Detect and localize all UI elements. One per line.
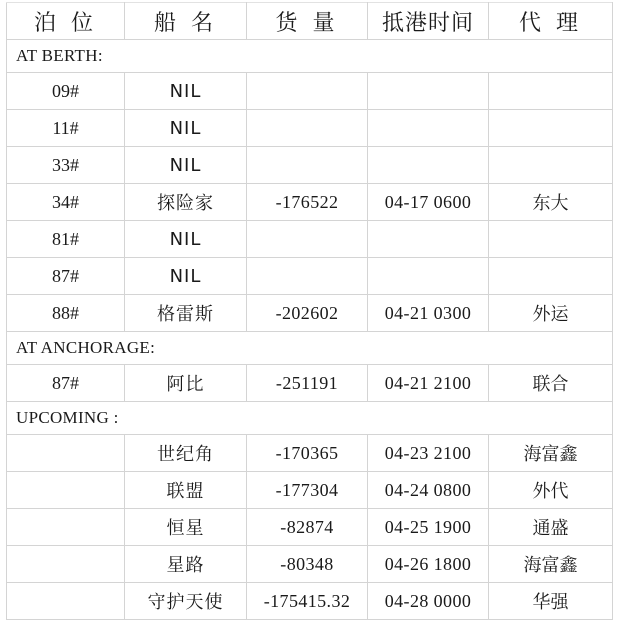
vessel-cell: 守护天使 — [125, 583, 247, 620]
upcoming-row — [7, 546, 613, 583]
berth-cell: 33# — [7, 147, 125, 184]
eta-cell: 04-21 0300 — [368, 295, 489, 332]
vessel-cell: NIL — [125, 258, 247, 295]
agent-cell — [489, 221, 613, 258]
berth-cell — [7, 546, 125, 583]
eta-cell — [368, 110, 489, 147]
upcoming-row — [7, 509, 613, 546]
header-vessel: 船 名 — [125, 3, 247, 40]
vessel-cell: NIL — [125, 221, 247, 258]
header-eta: 抵港时间 — [368, 3, 489, 40]
vessel-cell: NIL — [125, 110, 247, 147]
berth-cell: 88# — [7, 295, 125, 332]
at-berth-row — [7, 73, 613, 110]
section-at-anchorage-label: AT ANCHORAGE: — [7, 332, 613, 365]
eta-cell — [368, 258, 489, 295]
vessel-cell: NIL — [125, 73, 247, 110]
agent-cell: 东大 — [489, 184, 613, 221]
berth-cell: 87# — [7, 258, 125, 295]
vessel-cell: 阿比 — [125, 365, 247, 402]
header-row — [7, 3, 613, 40]
table-body — [7, 3, 613, 620]
header-berth: 泊 位 — [7, 3, 125, 40]
vessel-cell: 世纪角 — [125, 435, 247, 472]
eta-cell: 04-17 0600 — [368, 184, 489, 221]
vessel-cell: 星路 — [125, 546, 247, 583]
eta-cell — [368, 73, 489, 110]
berth-cell: 34# — [7, 184, 125, 221]
vessel-cell: 恒星 — [125, 509, 247, 546]
cargo-cell — [247, 221, 368, 258]
cargo-cell: -177304 — [247, 472, 368, 509]
agent-cell — [489, 110, 613, 147]
eta-cell: 04-28 0000 — [368, 583, 489, 620]
agent-cell: 外运 — [489, 295, 613, 332]
cargo-cell: -175415.32 — [247, 583, 368, 620]
section-at-berth-label: AT BERTH: — [7, 40, 613, 73]
at-berth-row — [7, 184, 613, 221]
section-at-berth-row — [7, 40, 613, 73]
agent-cell: 海富鑫 — [489, 435, 613, 472]
at-berth-row — [7, 110, 613, 147]
agent-cell — [489, 258, 613, 295]
agent-cell: 华强 — [489, 583, 613, 620]
eta-cell: 04-25 1900 — [368, 509, 489, 546]
eta-cell — [368, 221, 489, 258]
at-berth-row — [7, 258, 613, 295]
eta-cell: 04-21 2100 — [368, 365, 489, 402]
header-agent: 代 理 — [489, 3, 613, 40]
header-cargo: 货 量 — [247, 3, 368, 40]
agent-cell — [489, 73, 613, 110]
upcoming-row — [7, 583, 613, 620]
berth-cell: 81# — [7, 221, 125, 258]
cargo-cell: -170365 — [247, 435, 368, 472]
cargo-cell — [247, 147, 368, 184]
cargo-cell — [247, 73, 368, 110]
eta-cell: 04-23 2100 — [368, 435, 489, 472]
cargo-cell — [247, 258, 368, 295]
cargo-cell: -251191 — [247, 365, 368, 402]
cargo-cell: -80348 — [247, 546, 368, 583]
cargo-cell: -176522 — [247, 184, 368, 221]
berth-cell — [7, 435, 125, 472]
berth-schedule-table — [6, 2, 613, 620]
upcoming-row — [7, 472, 613, 509]
section-at-anchorage-row — [7, 332, 613, 365]
at-anchorage-row — [7, 365, 613, 402]
vessel-cell: 格雷斯 — [125, 295, 247, 332]
at-berth-row — [7, 221, 613, 258]
cargo-cell: -202602 — [247, 295, 368, 332]
vessel-cell: 联盟 — [125, 472, 247, 509]
berth-cell: 09# — [7, 73, 125, 110]
at-berth-row — [7, 147, 613, 184]
cargo-cell: -82874 — [247, 509, 368, 546]
agent-cell: 海富鑫 — [489, 546, 613, 583]
berth-cell — [7, 509, 125, 546]
eta-cell: 04-26 1800 — [368, 546, 489, 583]
agent-cell: 通盛 — [489, 509, 613, 546]
at-berth-row — [7, 295, 613, 332]
agent-cell: 联合 — [489, 365, 613, 402]
section-upcoming-row — [7, 402, 613, 435]
vessel-cell: NIL — [125, 147, 247, 184]
upcoming-row — [7, 435, 613, 472]
berth-cell — [7, 472, 125, 509]
berth-cell — [7, 583, 125, 620]
berth-cell: 11# — [7, 110, 125, 147]
section-upcoming-label: UPCOMING : — [7, 402, 613, 435]
agent-cell: 外代 — [489, 472, 613, 509]
vessel-cell: 探险家 — [125, 184, 247, 221]
berth-cell: 87# — [7, 365, 125, 402]
cargo-cell — [247, 110, 368, 147]
eta-cell: 04-24 0800 — [368, 472, 489, 509]
agent-cell — [489, 147, 613, 184]
eta-cell — [368, 147, 489, 184]
